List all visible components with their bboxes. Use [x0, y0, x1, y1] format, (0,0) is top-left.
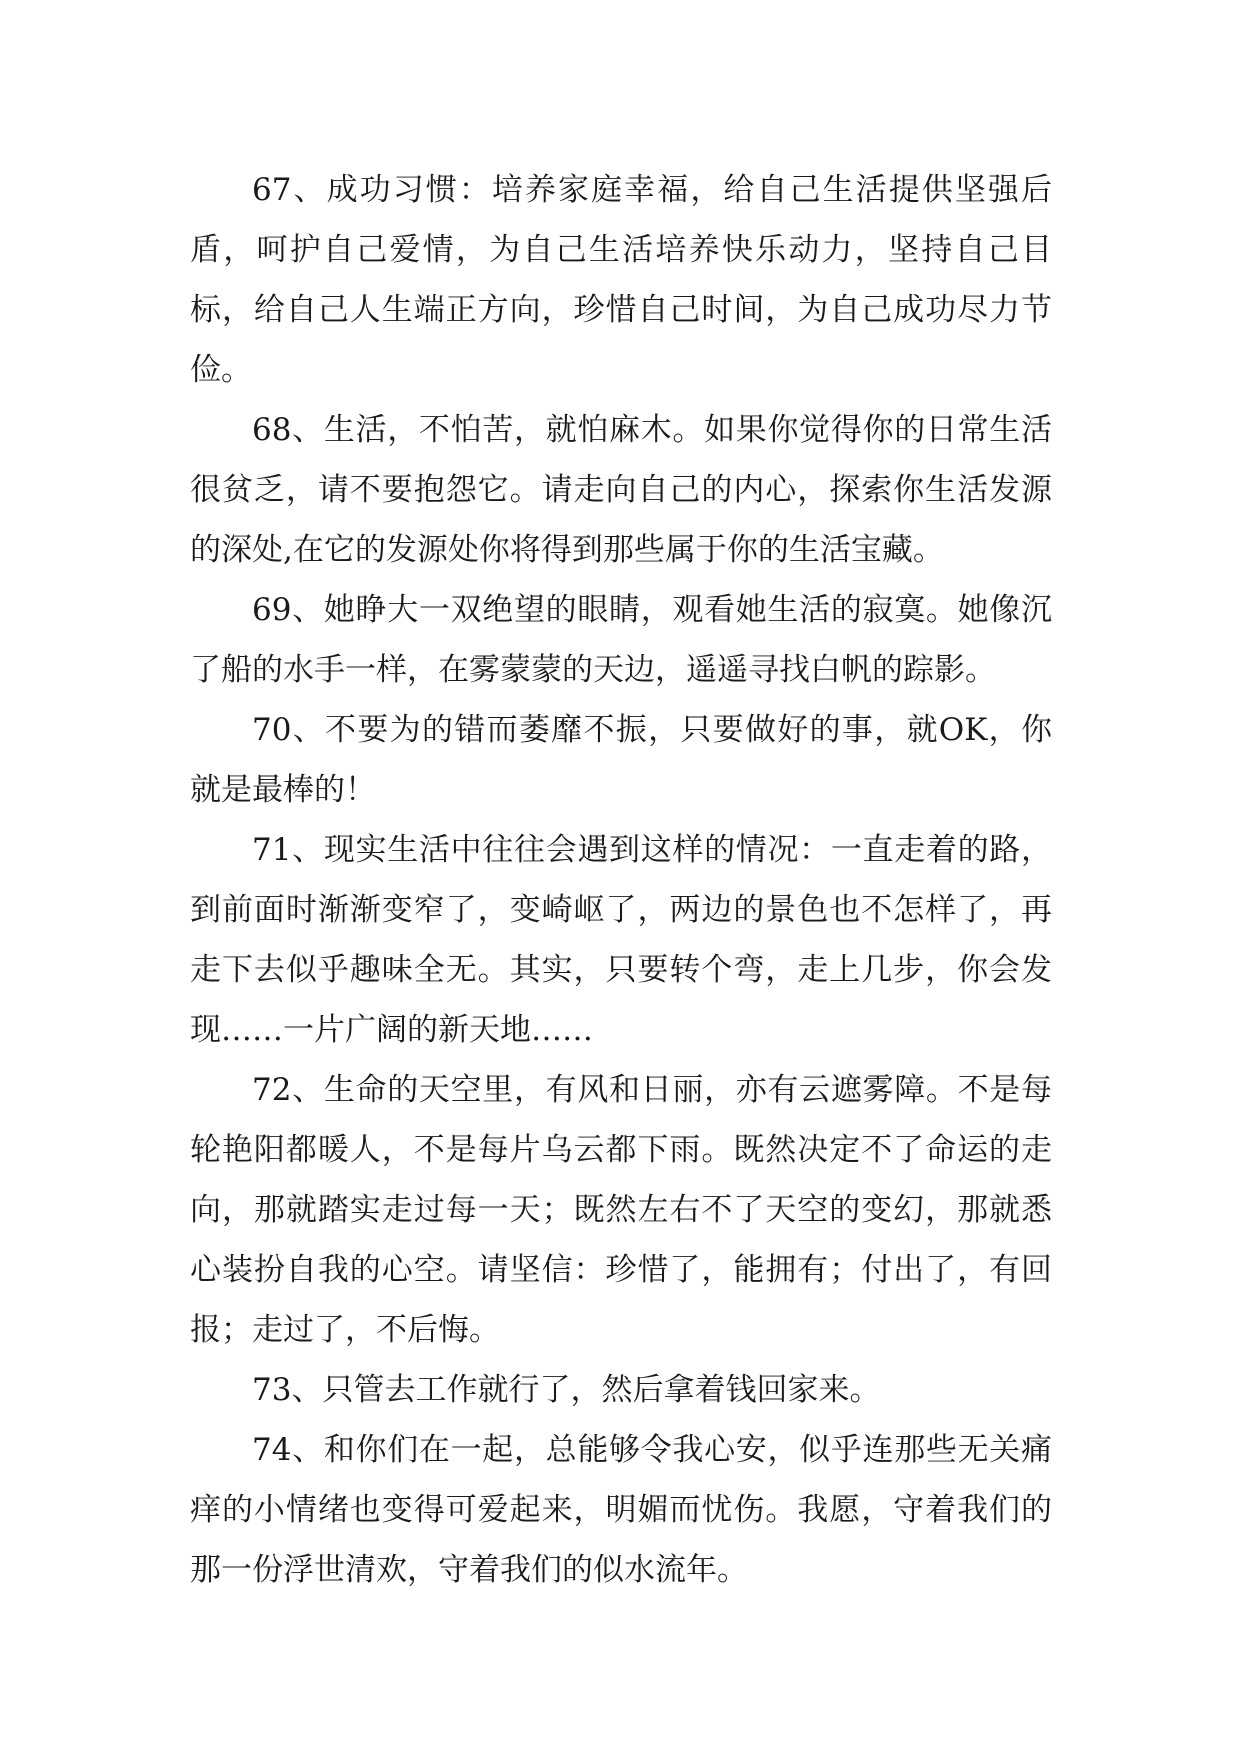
paragraph-67: 67、成功习惯：培养家庭幸福，给自己生活提供坚强后盾，呵护自己爱情，为自己生活培养快乐动力，坚持自己目标，给自己人生端正方向，珍惜自己时间，为自己成功尽力节俭。 — [190, 172, 1052, 388]
paragraph-68: 68、生活，不怕苦，就怕麻木。如果你觉得你的日常生活很贫乏，请不要抱怨它。请走向自己的内心，探索你生活发源的深处,在它的发源处你将得到那些属于你的生活宝藏。 — [190, 412, 1052, 568]
paragraph-70: 70、不要为的错而萎靡不振，只要做好的事，就OK，你就是最棒的！ — [190, 712, 1052, 808]
paragraph-69: 69、她睁大一双绝望的眼睛，观看她生活的寂寞。她像沉了船的水手一样，在雾蒙蒙的天边，遥遥寻找白帆的踪影。 — [190, 592, 1052, 688]
document-body — [190, 160, 1052, 1600]
paragraph-74: 74、和你们在一起，总能够令我心安，似乎连那些无关痛痒的小情绪也变得可爱起来，明媚而忧伤。我愿，守着我们的那一份浮世清欢，守着我们的似水流年。 — [190, 1432, 1052, 1588]
paragraph-71: 71、现实生活中往往会遇到这样的情况：一直走着的路，到前面时渐渐变窄了，变崎岖了，两边的景色也不怎样了，再走下去似乎趣味全无。其实，只要转个弯，走上几步，你会发现……一片广阔的新天地…… — [190, 832, 1052, 1048]
paragraph-72: 72、生命的天空里，有风和日丽，亦有云遮雾障。不是每轮艳阳都暖人，不是每片乌云都下雨。既然决定不了命运的走向，那就踏实走过每一天；既然左右不了天空的变幻，那就悉心装扮自我的心空。请坚信：珍惜了，能拥有；付出了，有回报；走过了，不后悔。 — [190, 1072, 1052, 1348]
paragraph-73: 73、只管去工作就行了，然后拿着钱回家来。 — [252, 1372, 881, 1408]
